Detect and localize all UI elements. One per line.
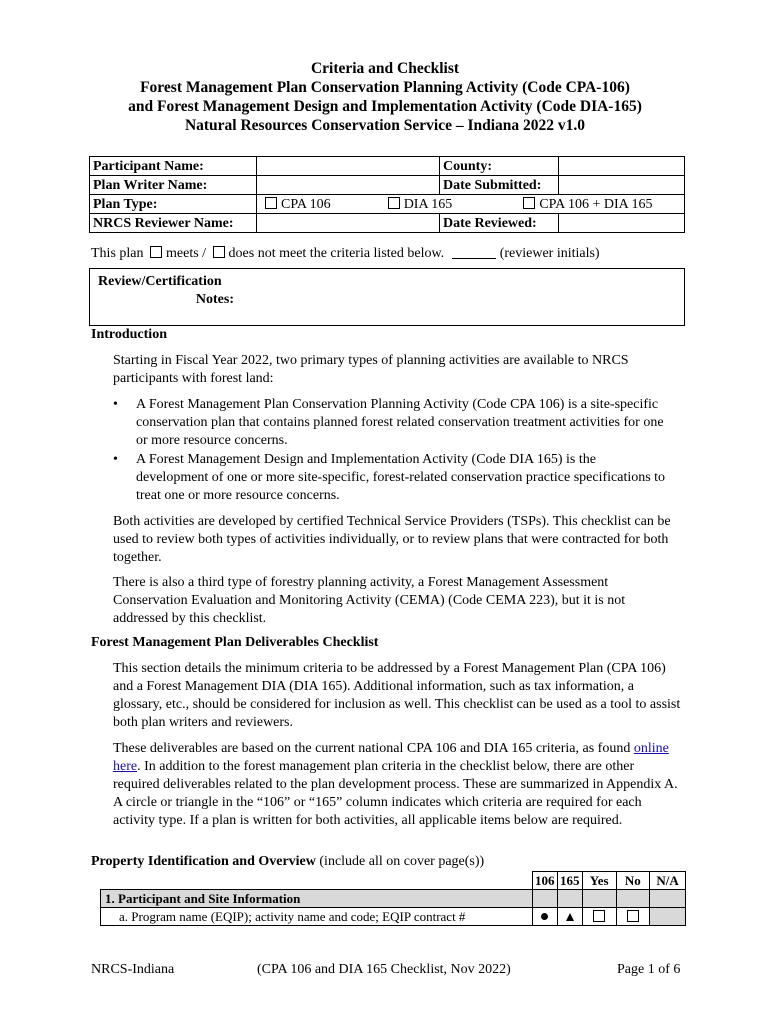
property-heading: Property Identification and Overview (include all on cover page(s)) — [91, 854, 485, 869]
intro-bullet-2: • A Forest Management Design and Implementation Activity (Code DIA 165) is the development of one or more site-specific, forest-related conservation practice specifications to treat one or more resource concerns. — [113, 452, 666, 503]
property-checklist-table — [100, 871, 686, 926]
bullet-icon: • — [113, 452, 118, 467]
footer-page-number: Page 1 of 6 — [617, 962, 681, 977]
no-checkbox-icon[interactable] — [627, 910, 639, 922]
intro-paragraph-2: Both activities are developed by certified Technical Service Providers (TSPs). This checklist can be used to review both types of activities individually, or to review plans that were contracted for both together. — [113, 514, 671, 565]
plan-type-options — [257, 195, 685, 214]
required-circle-icon — [541, 913, 548, 920]
not-meets-label: does not meet the criteria listed below. — [228, 246, 445, 261]
plan-type-dia165[interactable]: DIA 165 — [388, 197, 453, 212]
col-na: N/A — [650, 872, 686, 890]
title-line-3: and Forest Management Design and Implementation Activity (Code DIA-165) — [128, 98, 642, 115]
plan-type-cpa106[interactable]: CPA 106 — [265, 197, 331, 212]
section-1-label: 1. Participant and Site Information — [101, 890, 533, 908]
meets-criteria-line — [91, 244, 600, 262]
reviewer-initials-field[interactable] — [452, 244, 496, 259]
intro-paragraph-1: Starting in Fiscal Year 2022, two primary types of planning activities are available to NRCS participants with forest land: — [113, 353, 629, 386]
initials-label: (reviewer initials) — [499, 246, 600, 261]
participant-name-field[interactable] — [257, 157, 440, 176]
required-triangle-icon — [566, 913, 574, 921]
date-reviewed-field[interactable] — [559, 214, 685, 233]
meets-label: meets / — [166, 246, 207, 261]
section-row — [101, 890, 686, 908]
checkbox-icon[interactable] — [265, 197, 277, 209]
date-reviewed-label: Date Reviewed: — [440, 214, 559, 233]
meets-checkbox-icon[interactable] — [150, 246, 162, 258]
yes-checkbox-icon[interactable] — [593, 910, 605, 922]
intro-heading: Introduction — [91, 327, 167, 342]
deliverables-paragraph-1: This section details the minimum criteria to be addressed by a Forest Management Plan (CPA 106) and a Forest Management DIA (DIA 165). Additional information, such as tax information, a glossary, etc., should be considered for inclusion as well. This checklist can be used as a tool to assist both plan writers and reviewers. — [113, 661, 681, 730]
col-no: No — [616, 872, 650, 890]
participant-name-label: Participant Name: — [90, 157, 257, 176]
plan-writer-name-field[interactable] — [257, 176, 440, 195]
col-106: 106 — [532, 872, 557, 890]
document-title — [0, 59, 770, 135]
deliverables-paragraph-2: These deliverables are based on the current national CPA 106 and DIA 165 criteria, as found online here. In addition to the forest management plan criteria in the checklist below, there are other required deliverables related to the plan development process. These are summarized in Appendix A. A circle or triangle in the “106” or “165” column indicates which criteria are required for each activity type. If a plan is written for both activities, all applicable items below are required. — [113, 741, 678, 828]
county-field[interactable] — [559, 157, 685, 176]
checkbox-icon[interactable] — [388, 197, 400, 209]
footer-center: (CPA 106 and DIA 165 Checklist, Nov 2022) — [257, 962, 511, 977]
review-notes-box[interactable] — [89, 268, 685, 326]
date-submitted-label: Date Submitted: — [440, 176, 559, 195]
bullet-icon: • — [113, 397, 118, 412]
title-line-2: Forest Management Plan Conservation Planning Activity (Code CPA-106) — [140, 79, 630, 96]
plan-type-label: Plan Type: — [90, 195, 257, 214]
row-a-label: a. Program name (EQIP); activity name and code; EQIP contract # — [101, 908, 533, 926]
property-heading-note: (include all on cover page(s)) — [319, 854, 485, 869]
table-row — [101, 908, 686, 926]
intro-bullet-1: • A Forest Management Plan Conservation Planning Activity (Code CPA 106) is a site-specific conservation plan that contains planned forest related conservation treatment activities for one or more resource concerns. — [113, 397, 664, 448]
checkbox-icon[interactable] — [523, 197, 535, 209]
reviewer-name-label: NRCS Reviewer Name: — [90, 214, 257, 233]
review-notes-label: Review/Certification Notes: — [98, 274, 234, 307]
plan-writer-name-label: Plan Writer Name: — [90, 176, 257, 195]
plan-type-both[interactable]: CPA 106 + DIA 165 — [523, 197, 652, 212]
online-here-link[interactable]: online here — [113, 741, 669, 774]
participant-info-table — [89, 156, 685, 233]
date-submitted-field[interactable] — [559, 176, 685, 195]
county-label: County: — [440, 157, 559, 176]
deliverables-heading: Forest Management Plan Deliverables Checklist — [91, 635, 379, 650]
title-line-1: Criteria and Checklist — [310, 60, 460, 77]
footer-left: NRCS-Indiana — [91, 962, 175, 977]
intro-paragraph-3: There is also a third type of forestry planning activity, a Forest Management Assessment Conservation Evaluation and Monitoring Activity (CEMA) (Code CEMA 223), but it is not addressed by this checklist. — [113, 575, 626, 626]
reviewer-name-field[interactable] — [257, 214, 440, 233]
not-meets-checkbox-icon[interactable] — [213, 246, 225, 258]
meets-prefix: This plan — [91, 246, 144, 261]
title-line-4: Natural Resources Conservation Service – Indiana 2022 v1.0 — [184, 117, 586, 134]
col-165: 165 — [557, 872, 582, 890]
col-yes: Yes — [582, 872, 616, 890]
